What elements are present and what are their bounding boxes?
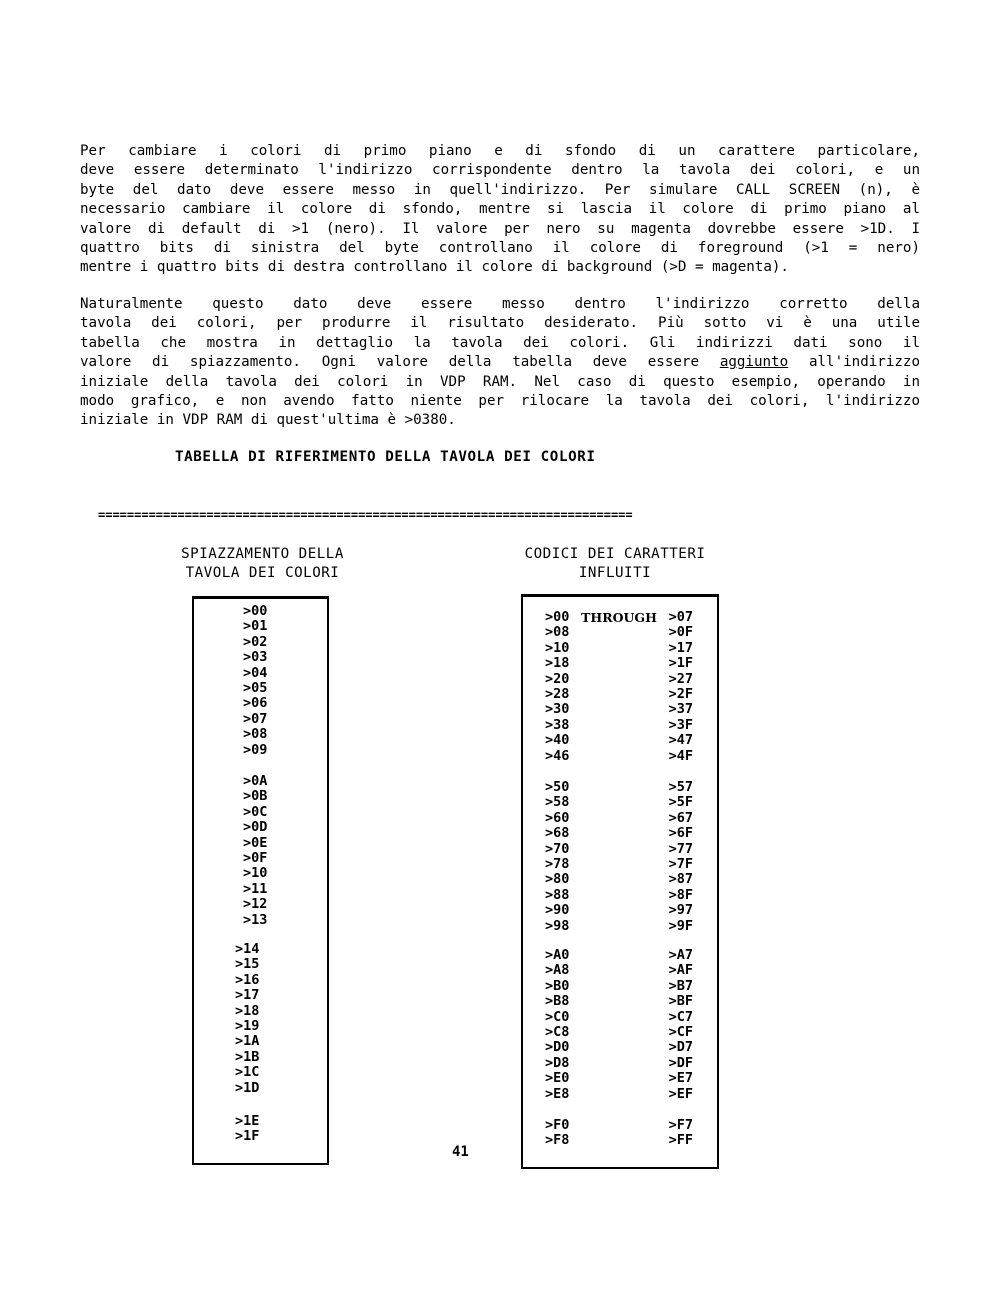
- code-range-end: >CF: [668, 1024, 693, 1041]
- offset-value: >1E: [235, 1113, 260, 1129]
- code-range-start: >00: [545, 609, 570, 625]
- codes-row: [545, 903, 693, 918]
- offset-value: >19: [235, 1018, 260, 1035]
- code-range-start: >E0: [545, 1070, 570, 1087]
- right-header-line: INFLUITI: [578, 565, 652, 581]
- offset-value: >01: [243, 618, 268, 635]
- code-range-end: >67: [668, 809, 693, 826]
- offset-value: >12: [243, 896, 268, 913]
- paragraph-1-line: valore di default di >1 (nero). Il valore per nero su magenta dovrebbe essere >1D. I: [80, 220, 920, 237]
- offset-value: >05: [243, 680, 268, 697]
- codes-row: [545, 672, 693, 687]
- paragraph-1: [80, 142, 920, 278]
- code-range-start: >D8: [545, 1054, 570, 1071]
- offset-group: [235, 942, 259, 1096]
- paragraph-2: [80, 295, 920, 431]
- codes-row: [545, 656, 693, 671]
- offset-value: >14: [235, 941, 260, 957]
- code-range-end: >BF: [668, 993, 693, 1010]
- codes-row: [545, 1071, 693, 1086]
- offset-value: >10: [243, 865, 268, 882]
- through-label: THROUGH: [581, 610, 657, 625]
- paragraph-1-line: quattro bits di sinistra del byte controllano il colore di foreground (>1 = nero): [80, 240, 920, 257]
- code-range-end: >57: [668, 779, 693, 795]
- right-column-header: [505, 545, 725, 583]
- offset-value: >15: [235, 956, 260, 973]
- codes-group: [545, 610, 693, 764]
- offset-group: [235, 1114, 259, 1145]
- paragraph-2-line: Naturalmente questo dato deve essere messo dentro l'indirizzo corretto della: [80, 296, 920, 312]
- codes-row: [545, 1010, 693, 1025]
- paragraph-2-line4-after: all'indirizzo: [788, 354, 920, 371]
- offset-value: >1F: [235, 1128, 260, 1145]
- offset-value: >18: [235, 1002, 260, 1019]
- code-range-end: >AF: [668, 962, 693, 979]
- left-header-line: TAVOLA DEI COLORI: [185, 565, 340, 581]
- left-column-header: [170, 545, 355, 583]
- code-range-start: >D0: [545, 1039, 570, 1056]
- codes-row: [545, 1025, 693, 1040]
- offset-value: >0A: [243, 773, 268, 789]
- code-range-end: >DF: [668, 1054, 693, 1071]
- code-range-end: >5F: [668, 794, 693, 811]
- code-range-start: >60: [545, 809, 570, 826]
- code-range-start: >40: [545, 732, 570, 749]
- offset-value: >13: [243, 911, 268, 928]
- paragraph-2-line: [80, 353, 920, 372]
- code-range-start: >28: [545, 686, 570, 703]
- code-range-start: >80: [545, 871, 570, 888]
- paragraph-1-line: Per cambiare i colori di primo piano e di sfondo di un carattere particolare,: [80, 143, 920, 159]
- codes-row: [545, 687, 693, 702]
- code-range-start: >18: [545, 655, 570, 672]
- offset-value: >0E: [243, 834, 268, 851]
- code-range-start: >20: [545, 670, 570, 687]
- codes-row: [545, 641, 693, 656]
- offset-value: >1C: [235, 1064, 260, 1081]
- offset-value: >03: [243, 649, 268, 666]
- code-range-start: >C8: [545, 1024, 570, 1041]
- separator-line: ==========================================================================: [98, 508, 633, 522]
- code-range-start: >F0: [545, 1117, 570, 1133]
- code-range-start: >B8: [545, 993, 570, 1010]
- code-range-start: >30: [545, 701, 570, 718]
- code-range-start: >C0: [545, 1008, 570, 1025]
- codes-row: [545, 963, 693, 978]
- underlined-word: aggiunto: [719, 354, 789, 371]
- offset-value: >1D: [235, 1079, 260, 1096]
- codes-row: [545, 872, 693, 887]
- code-range-end: >3F: [668, 716, 693, 733]
- code-range-start: >68: [545, 825, 570, 842]
- offset-value: >1A: [235, 1033, 260, 1050]
- code-range-start: >98: [545, 917, 570, 934]
- codes-row: [545, 1056, 693, 1071]
- codes-row: [545, 888, 693, 903]
- code-range-end: >F7: [668, 1117, 693, 1133]
- code-range-start: >58: [545, 794, 570, 811]
- code-range-end: >6F: [668, 825, 693, 842]
- codes-row: [545, 733, 693, 748]
- code-range-end: >47: [668, 732, 693, 749]
- code-range-start: >A8: [545, 962, 570, 979]
- code-range-end: >EF: [668, 1085, 693, 1102]
- codes-row: [545, 979, 693, 994]
- code-range-end: >97: [668, 902, 693, 919]
- code-range-end: >A7: [668, 947, 693, 963]
- page-number: 41: [452, 1144, 469, 1160]
- codes-row: [545, 625, 693, 640]
- offset-value: >0F: [243, 850, 268, 867]
- codes-row: [545, 994, 693, 1009]
- code-range-start: >78: [545, 856, 570, 873]
- offset-value: >1B: [235, 1048, 260, 1065]
- codes-row: [545, 1040, 693, 1055]
- codes-row: [545, 948, 693, 963]
- code-range-start: >70: [545, 840, 570, 857]
- code-range-end: >B7: [668, 977, 693, 994]
- code-range-start: >46: [545, 747, 570, 764]
- offset-value: >07: [243, 710, 268, 727]
- code-range-end: >FF: [668, 1132, 693, 1149]
- codes-row: [545, 1118, 693, 1133]
- offset-group: [243, 774, 267, 928]
- codes-row: [545, 826, 693, 841]
- codes-row: [545, 610, 693, 625]
- paragraph-1-line: byte del dato deve essere messo in quell'indirizzo. Per simulare CALL SCREEN (n), è: [80, 181, 920, 198]
- paragraph-2-line4-before: valore di spiazzamento. Ogni valore della tabella deve essere: [80, 354, 720, 371]
- code-range-start: >F8: [545, 1132, 570, 1149]
- paragraph-2-line: modo grafico, e non avendo fatto niente per rilocare la tavola dei colori, l'indirizzo: [80, 393, 920, 410]
- code-range-start: >B0: [545, 977, 570, 994]
- table-title: TABELLA DI RIFERIMENTO DELLA TAVOLA DEI COLORI: [175, 449, 596, 465]
- code-range-start: >E8: [545, 1085, 570, 1102]
- offset-value: >08: [243, 726, 268, 743]
- code-range-end: >87: [668, 871, 693, 888]
- offset-group: [243, 604, 267, 758]
- left-header-line: SPIAZZAMENTO DELLA: [181, 546, 344, 562]
- paragraph-1-line: deve essere determinato l'indirizzo corrispondente dentro la tavola dei colori, e un: [80, 162, 920, 179]
- code-range-end: >9F: [668, 917, 693, 934]
- code-range-start: >38: [545, 716, 570, 733]
- code-range-end: >8F: [668, 886, 693, 903]
- offset-value: >16: [235, 971, 260, 988]
- offset-value: >00: [243, 603, 268, 619]
- codes-group: [545, 1118, 693, 1149]
- code-range-end: >7F: [668, 856, 693, 873]
- code-range-end: >C7: [668, 1008, 693, 1025]
- code-range-end: >1F: [668, 655, 693, 672]
- offset-value: >06: [243, 695, 268, 712]
- code-range-start: >A0: [545, 947, 570, 963]
- offset-value: >11: [243, 880, 268, 897]
- code-range-start: >50: [545, 779, 570, 795]
- codes-row: [545, 1087, 693, 1102]
- code-range-end: >17: [668, 639, 693, 656]
- paragraph-1-line: necessario cambiare il colore di sfondo, mentre si lascia il colore di primo piano al: [80, 201, 920, 218]
- code-range-end: >27: [668, 670, 693, 687]
- offset-value: >02: [243, 633, 268, 650]
- offset-value: >0C: [243, 803, 268, 820]
- code-range-end: >77: [668, 840, 693, 857]
- codes-group: [545, 780, 693, 934]
- code-range-end: >07: [668, 609, 693, 625]
- codes-row: [545, 718, 693, 733]
- offset-value: >0D: [243, 819, 268, 836]
- paragraph-2-line: tavola dei colori, per produrre il risultato desiderato. Più sotto vi è una utile: [80, 315, 920, 332]
- codes-row: [545, 749, 693, 764]
- codes-row: [545, 702, 693, 717]
- offset-value: >04: [243, 664, 268, 681]
- code-range-end: >D7: [668, 1039, 693, 1056]
- paragraph-2-line: iniziale della tavola dei colori in VDP RAM. Nel caso di questo esempio, operando in: [80, 373, 920, 390]
- code-range-end: >2F: [668, 686, 693, 703]
- codes-row: [545, 780, 693, 795]
- offset-value: >17: [235, 987, 260, 1004]
- code-range-start: >08: [545, 624, 570, 641]
- codes-group: [545, 948, 693, 1102]
- code-range-end: >0F: [668, 624, 693, 641]
- offset-value: >0B: [243, 788, 268, 805]
- paragraph-2-line: tabella che mostra in dettaglio la tavola dei colori. Gli indirizzi dati sono il: [80, 334, 920, 351]
- codes-row: [545, 857, 693, 872]
- code-range-end: >37: [668, 701, 693, 718]
- codes-row: [545, 795, 693, 810]
- right-header-line: CODICI DEI CARATTERI: [524, 546, 706, 562]
- codes-row: [545, 919, 693, 934]
- code-range-start: >88: [545, 886, 570, 903]
- code-range-start: >90: [545, 902, 570, 919]
- offset-value: >09: [243, 741, 268, 758]
- codes-row: [545, 811, 693, 826]
- code-range-start: >10: [545, 639, 570, 656]
- paragraph-2-line: iniziale in VDP RAM di quest'ultima è >0380.: [80, 412, 456, 429]
- code-range-end: >4F: [668, 747, 693, 764]
- codes-row: [545, 842, 693, 857]
- paragraph-1-line: mentre i quattro bits di destra controllano il colore di background (>D = magenta).: [80, 259, 789, 276]
- codes-row: [545, 1133, 693, 1148]
- code-range-end: >E7: [668, 1070, 693, 1087]
